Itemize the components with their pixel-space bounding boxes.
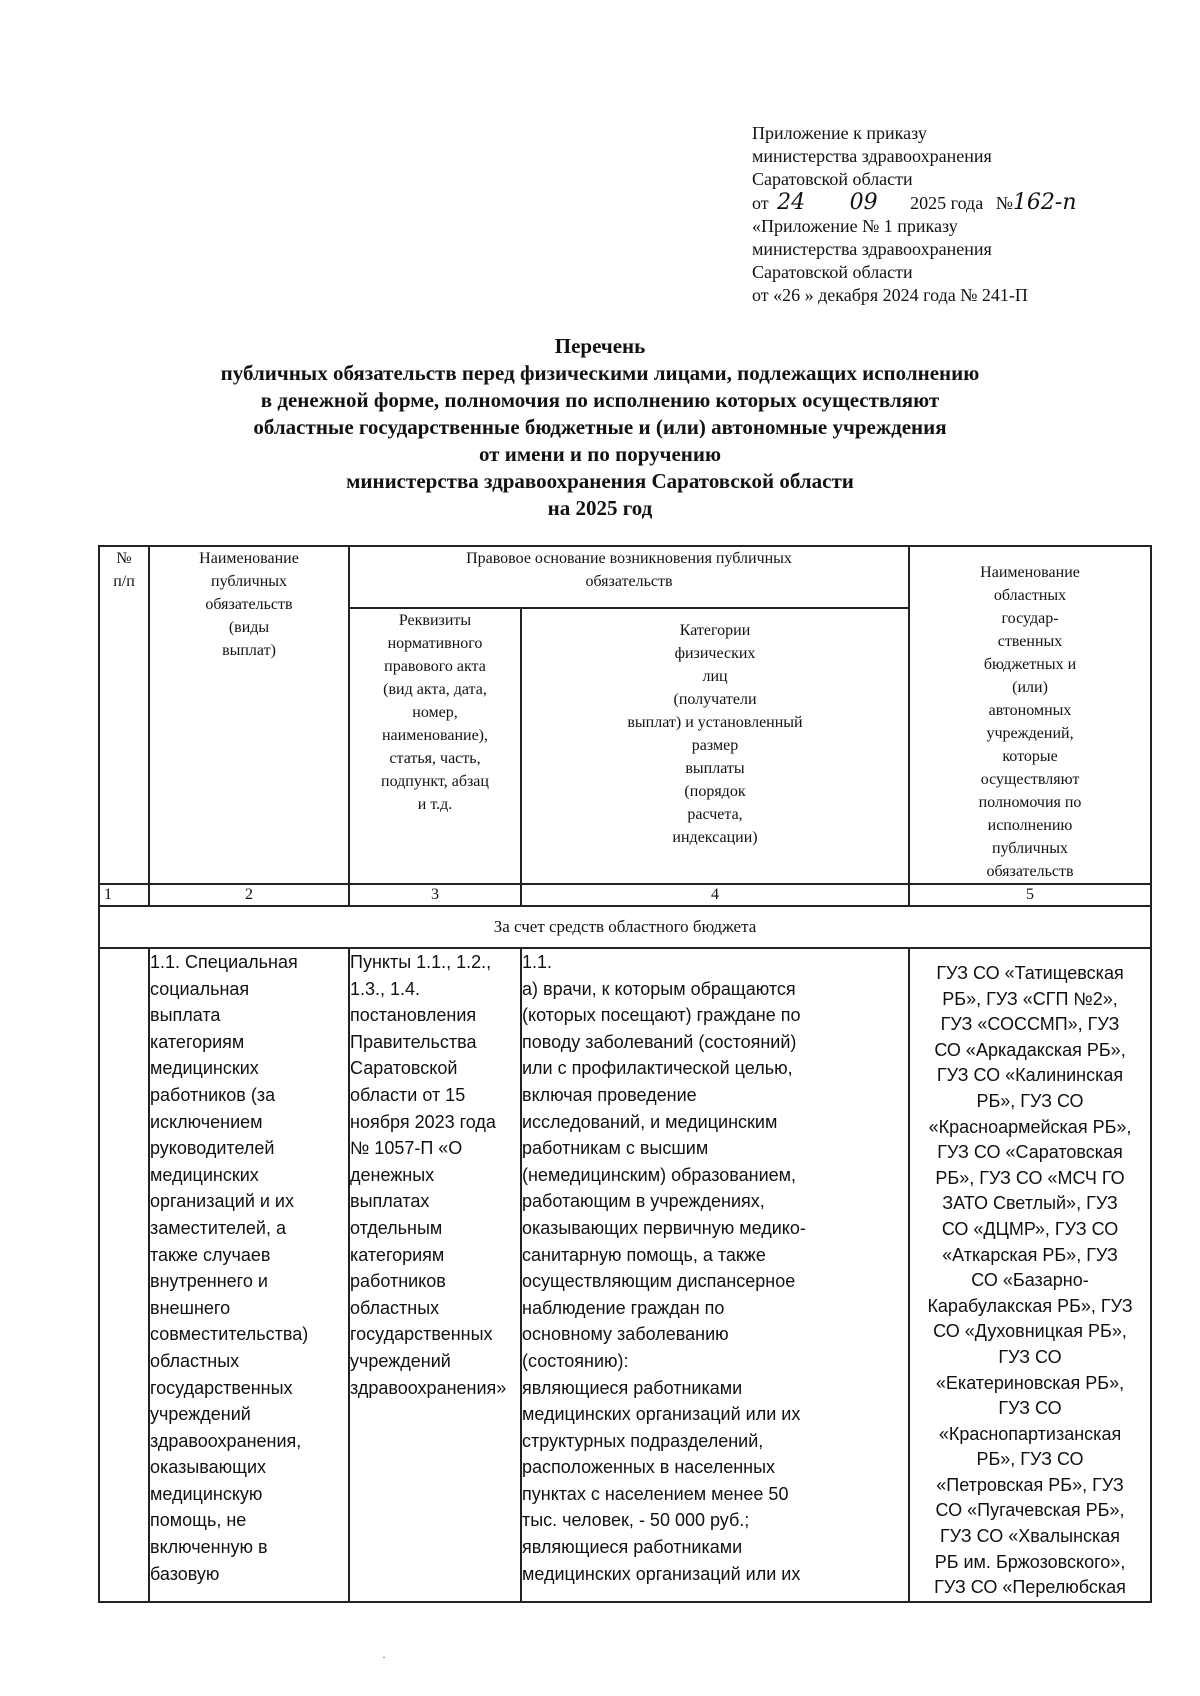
title-line: в денежной форме, полномочия по исполнению которых осуществляют bbox=[260, 388, 940, 412]
title-line: Перечень bbox=[554, 334, 646, 358]
order-prefix: от bbox=[752, 193, 769, 213]
scan-speck: · bbox=[382, 1650, 386, 1664]
section-title: За счет средств областного бюджета bbox=[99, 906, 1151, 948]
order-month-handwritten: 09 bbox=[849, 190, 878, 215]
row-institutions: ГУЗ СО «Татищевская РБ», ГУЗ «СГП №2», ГУЗ «СОССМП», ГУЗ СО «Аркадакская РБ», ГУЗ СО «Калининская РБ», ГУЗ СО «Красноармейская РБ», ГУЗ СО «Саратовская РБ», ГУЗ СО «МСЧ ГО ЗАТО Светлый», ГУЗ СО «ДЦМР», ГУЗ СО «Аткарская РБ», ГУЗ СО «Базарно- Карабулакская РБ», ГУЗ СО «Духовницкая РБ», ГУЗ СО «Екатериновская РБ», ГУЗ СО «Краснопартизанская РБ», ГУЗ СО «Петровская РБ», ГУЗ СО «Пугачевская РБ», ГУЗ СО «Хвалынская РБ им. Бржозовского», ГУЗ СО «Перелюбская bbox=[909, 948, 1151, 1602]
obligations-table bbox=[98, 545, 1152, 1603]
title-line: министерства здравоохранения Саратовской области bbox=[346, 469, 854, 493]
header-line: Саратовской области bbox=[752, 169, 913, 189]
title-line: областные государственные бюджетные и (или) автономные учреждения bbox=[253, 415, 947, 439]
title-line: от имени и по поручению bbox=[478, 442, 722, 466]
header-line: министерства здравоохранения bbox=[752, 239, 992, 259]
header-col-number: № п/п bbox=[99, 546, 149, 884]
header-line: «Приложение № 1 приказу bbox=[752, 216, 958, 236]
row-number-cell bbox=[99, 948, 149, 1602]
appendix-header bbox=[752, 122, 1152, 307]
title-line: публичных обязательств перед физическими лицами, подлежащих исполнению bbox=[220, 361, 980, 385]
document-title bbox=[120, 333, 1080, 522]
row-obligation-name: 1.1. Специальная социальная выплата категориям медицинских работников (за исключением руководителей медицинских организаций и их заместителей, а также случаев внутреннего и внешнего совместительства) областных государственных учреждений здравоохранения, оказывающих медицинскую помощь, не включенную в базовую bbox=[149, 948, 349, 1602]
order-number-handwritten: 162-п bbox=[1012, 190, 1077, 215]
row-legal-act: Пункты 1.1., 1.2., 1.3., 1.4. постановления Правительства Саратовской области от 15 ноября 2023 года № 1057-П «О денежных выплатах отдельным категориям работников областных государственных учреждений здравоохранения» bbox=[349, 948, 521, 1602]
order-date-line bbox=[752, 191, 1152, 215]
header-col-institutions: Наименование областных государ- ственных бюджетных и (или) автономных учреждений, которые осуществляют полномочия по исполнению публичных обязательств bbox=[909, 546, 1151, 884]
column-number: 3 bbox=[349, 884, 521, 906]
column-number: 2 bbox=[149, 884, 349, 906]
order-day-handwritten: 24 bbox=[777, 190, 806, 215]
header-col-legal-act: Реквизиты нормативного правового акта (вид акта, дата, номер, наименование), статья, часть, подпункт, абзац и т.д. bbox=[349, 608, 521, 884]
title-line: на 2025 год bbox=[547, 496, 653, 520]
header-line: Приложение к приказу bbox=[752, 123, 927, 143]
row-categories: 1.1. а) врачи, к которым обращаются (которых посещают) граждане по поводу заболеваний (состояний) или с профилактической целью, включая проведение исследований, и медицинским работникам с высшим (немедицинским) образованием, работающим в учреждениях, оказывающих первичную медико- санитарную помощь, а также осуществляющим диспансерное наблюдение граждан по основному заболеванию (состоянию): являющиеся работниками медицинских организаций или их структурных подразделений, расположенных в населенных пунктах с населением менее 50 тыс. человек, - 50 000 руб.; являющиеся работниками медицинских организаций или их bbox=[521, 948, 909, 1602]
column-number: 4 bbox=[521, 884, 909, 906]
header-group-legal-basis: Правовое основание возникновения публичных обязательств bbox=[349, 546, 909, 608]
column-number: 5 bbox=[909, 884, 1151, 906]
order-number-label: № bbox=[995, 193, 1013, 213]
header-line: Саратовской области bbox=[752, 262, 913, 282]
header-line: министерства здравоохранения bbox=[752, 146, 992, 166]
column-number: 1 bbox=[99, 884, 149, 906]
header-col-obligation-name: Наименование публичных обязательств (виды выплат) bbox=[149, 546, 349, 884]
order-year: 2025 года bbox=[910, 193, 984, 213]
header-line: от «26 » декабря 2024 года № 241-П bbox=[752, 285, 1028, 305]
header-col-categories: Категории физических лиц (получатели выплат) и установленный размер выплаты (порядок расчета, индексации) bbox=[521, 608, 909, 884]
